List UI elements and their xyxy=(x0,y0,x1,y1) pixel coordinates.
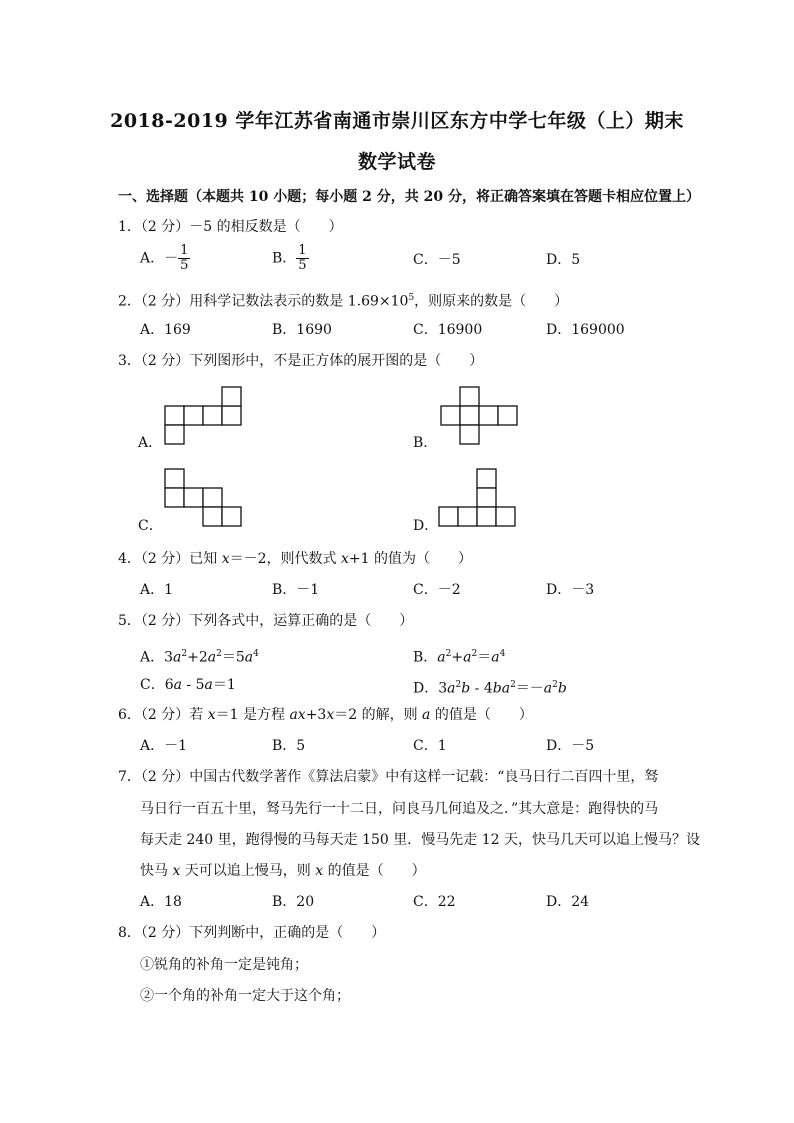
q6-option-b: B．5 xyxy=(272,738,306,754)
q2-option-a: A．169 xyxy=(140,322,191,338)
q7-var-x: x xyxy=(172,863,181,879)
q1-a-numerator: 1 xyxy=(180,243,189,258)
exam-title-line2: 数学试卷 xyxy=(357,151,436,173)
q4-var-x2: x xyxy=(340,551,349,567)
section-heading: 一、选择题（本题共 10 小题；每小题 2 分，共 20 分，将正确答案填在答题卡相应位置上） xyxy=(118,189,700,205)
q1-option-a xyxy=(140,244,190,273)
question-7-line1: 7．（2 分）中国古代数学著作《算法启蒙》中有这样一记载：“良马日行二百四十里，驽 xyxy=(118,769,659,785)
q8-statement-2: ②一个角的补角一定大于这个角； xyxy=(140,988,350,1004)
q2-option-d: D．169000 xyxy=(546,322,625,338)
q8-statement-1: ①锐角的补角一定是钝角； xyxy=(140,957,308,973)
q7-var-x2: x xyxy=(315,863,324,879)
question-7-line4 xyxy=(140,862,426,880)
q4-var-x: x xyxy=(221,551,230,567)
q3-option-d: D． xyxy=(413,518,439,534)
q3-net-b xyxy=(436,386,522,448)
question-7-line3: 每天走 240 里，跑得慢的马每天走 150 里．慢马先走 12 天，快马几天可以追上慢马？设 xyxy=(140,832,700,848)
q6-option-a: A．－1 xyxy=(140,738,188,754)
q7-option-a: A．18 xyxy=(140,894,182,910)
q5-option-c: C．6a - 5a＝1 xyxy=(140,677,236,693)
q5-d-label: D．3 xyxy=(413,680,448,697)
q4-stem-pre: 4．（2 分）已知 xyxy=(118,551,222,567)
q3-option-c: C． xyxy=(138,518,163,534)
q6-stem-eq: ＝2 的解，则 xyxy=(334,707,423,723)
q6-var-ax: ax xyxy=(289,707,306,723)
q2-exponent: 5 xyxy=(408,293,415,303)
question-4-stem xyxy=(118,550,472,568)
q4-stem-post: +1 的值为（ ） xyxy=(348,551,472,567)
q1-b-denominator: 5 xyxy=(298,258,307,273)
q7-option-d: D．24 xyxy=(546,894,590,910)
question-7-line2: 马日行一百五十里，驽马先行一十二日，问良马几何追及之．”其大意是：跑得快的马 xyxy=(140,801,659,817)
q6-option-c: C．1 xyxy=(413,738,447,754)
q3-net-c xyxy=(160,468,246,530)
q2-stem-pre: 2．（2 分）用科学记数法表示的数是 1.69×10 xyxy=(118,293,409,310)
q2-stem-post: ，则原来的数是（ ） xyxy=(414,293,569,310)
q1-option-d: D．5 xyxy=(546,252,581,268)
q3-option-a: A． xyxy=(138,435,163,451)
q1-option-c: C．－5 xyxy=(413,252,461,268)
q5-option-b: B．$a^2+a^2=a^4$ xyxy=(413,649,506,666)
q1-b-numerator: 1 xyxy=(298,243,307,258)
q6-var-x2: x xyxy=(326,707,335,723)
q1-a-sign: － xyxy=(164,250,179,267)
question-2-stem xyxy=(118,289,568,311)
q6-stem-plus: +3 xyxy=(305,707,327,723)
q7-option-b: B．20 xyxy=(272,894,315,910)
q1-a-label: A． xyxy=(140,250,165,267)
q2-option-c: C．16900 xyxy=(413,322,483,338)
q3-net-a xyxy=(160,386,246,448)
q1-option-b xyxy=(272,244,309,273)
q4-option-d: D．－3 xyxy=(546,582,595,598)
q4-option-a: A．1 xyxy=(140,582,174,598)
question-8-stem: 8．（2 分）下列判断中，正确的是（ ） xyxy=(118,925,386,941)
q6-stem-pre: 6．（2 分）若 xyxy=(118,707,208,723)
q7-line4-mid: 天可以追上慢马，则 xyxy=(180,863,316,879)
question-3-stem: 3．（2 分）下列图形中，不是正方体的展开图的是（ ） xyxy=(118,353,484,369)
q5-a-label: A．3 xyxy=(140,649,174,666)
q5-c-label: C．6 xyxy=(140,677,174,693)
q7-option-c: C．22 xyxy=(413,894,456,910)
question-6-stem xyxy=(118,706,533,724)
question-5-stem: 5．（2 分）下列各式中，运算正确的是（ ） xyxy=(118,613,414,629)
q1-a-fraction xyxy=(178,244,190,273)
q7-line4-pre: 快马 xyxy=(140,863,173,879)
question-1-stem: 1．（2 分）－5 的相反数是（ ） xyxy=(118,219,343,235)
q4-option-b: B．－1 xyxy=(272,582,320,598)
q5-b-label: B． xyxy=(413,649,438,666)
q6-var-a: a xyxy=(422,707,431,723)
q1-b-label: B． xyxy=(272,250,297,267)
q5-option-d: D．$3a^2b - 4ba^2=-a^2b$ xyxy=(413,680,567,697)
q3-option-b: B． xyxy=(413,435,438,451)
q2-option-b: B．1690 xyxy=(272,322,332,338)
q7-line4-post: 的值是（ ） xyxy=(323,863,426,879)
q6-var-x: x xyxy=(207,707,216,723)
q6-option-d: D．－5 xyxy=(546,738,595,754)
q1-a-denominator: 5 xyxy=(180,258,189,273)
q6-stem-mid: ＝1 是方程 xyxy=(215,707,290,723)
q5-option-a: A．$3a^2+2a^2=5a^4$ xyxy=(140,649,259,666)
q4-stem-mid: ＝－2，则代数式 xyxy=(229,551,341,567)
exam-title-line1: 2018-2019 学年江苏省南通市崇川区东方中学七年级（上）期末 xyxy=(110,110,684,132)
q6-stem-post: 的值是（ ） xyxy=(430,707,533,723)
q1-b-fraction xyxy=(296,244,308,273)
q3-net-d xyxy=(434,468,520,530)
q4-option-c: C．－2 xyxy=(413,582,461,598)
